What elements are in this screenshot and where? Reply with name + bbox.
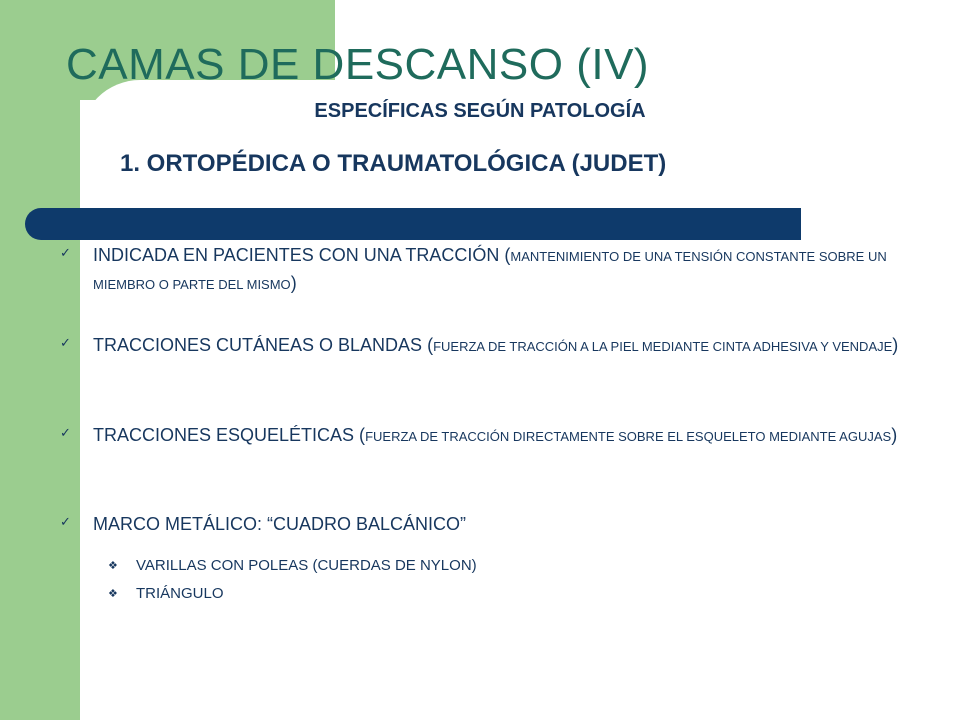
list-item-text bbox=[93, 422, 910, 450]
item-close: ) bbox=[891, 425, 898, 445]
item-detail: FUERZA DE TRACCIÓN DIRECTAMENTE SOBRE EL ESQUELETO MEDIANTE AGUJAS bbox=[365, 429, 892, 444]
item-main: INDICADA EN PACIENTES CON UNA TRACCIÓN ( bbox=[93, 245, 511, 265]
sub-list-item bbox=[108, 556, 808, 576]
checkmark-icon: ✓ bbox=[60, 425, 71, 440]
checkmark-icon: ✓ bbox=[60, 245, 71, 260]
list-item-text bbox=[93, 242, 910, 298]
list-item bbox=[60, 242, 910, 298]
section-heading: 1. ORTOPÉDICA O TRAUMATOLÓGICA (JUDET) bbox=[120, 150, 667, 177]
item-main: MARCO METÁLICO: “CUADRO BALCÁNICO” bbox=[93, 514, 467, 534]
checkmark-icon: ✓ bbox=[60, 335, 71, 350]
list-item bbox=[60, 332, 910, 360]
diamond-icon: ❖ bbox=[108, 560, 118, 572]
item-main: TRACCIONES CUTÁNEAS O BLANDAS ( bbox=[93, 335, 434, 355]
checkmark-icon: ✓ bbox=[60, 514, 71, 529]
item-close: ) bbox=[290, 273, 297, 293]
subtitle-text: ESPECÍFICAS SEGÚN PATOLOGÍA bbox=[314, 100, 646, 122]
list-item bbox=[60, 422, 910, 450]
slide-title: CAMAS DE DESCANSO (IV) bbox=[66, 40, 650, 89]
item-main: TRACCIONES ESQUELÉTICAS ( bbox=[93, 425, 366, 445]
item-detail: FUERZA DE TRACCIÓN A LA PIEL MEDIANTE CINTA ADHESIVA Y VENDAJE bbox=[433, 339, 893, 354]
list-item bbox=[60, 511, 910, 537]
sub-list-item bbox=[108, 584, 808, 604]
list-item-text bbox=[93, 511, 910, 537]
item-detail: MANTENIMIENTO DE UNA TENSIÓN CONSTANTE SOBRE UN MIEMBRO O PARTE DEL MISMO bbox=[93, 249, 887, 292]
list-item-text bbox=[93, 332, 910, 360]
sub-item-text: VARILLAS CON POLEAS (CUERDAS DE NYLON) bbox=[136, 557, 477, 574]
sub-item-text: TRIÁNGULO bbox=[136, 585, 224, 602]
item-close: ) bbox=[892, 335, 899, 355]
diamond-icon: ❖ bbox=[108, 588, 118, 600]
